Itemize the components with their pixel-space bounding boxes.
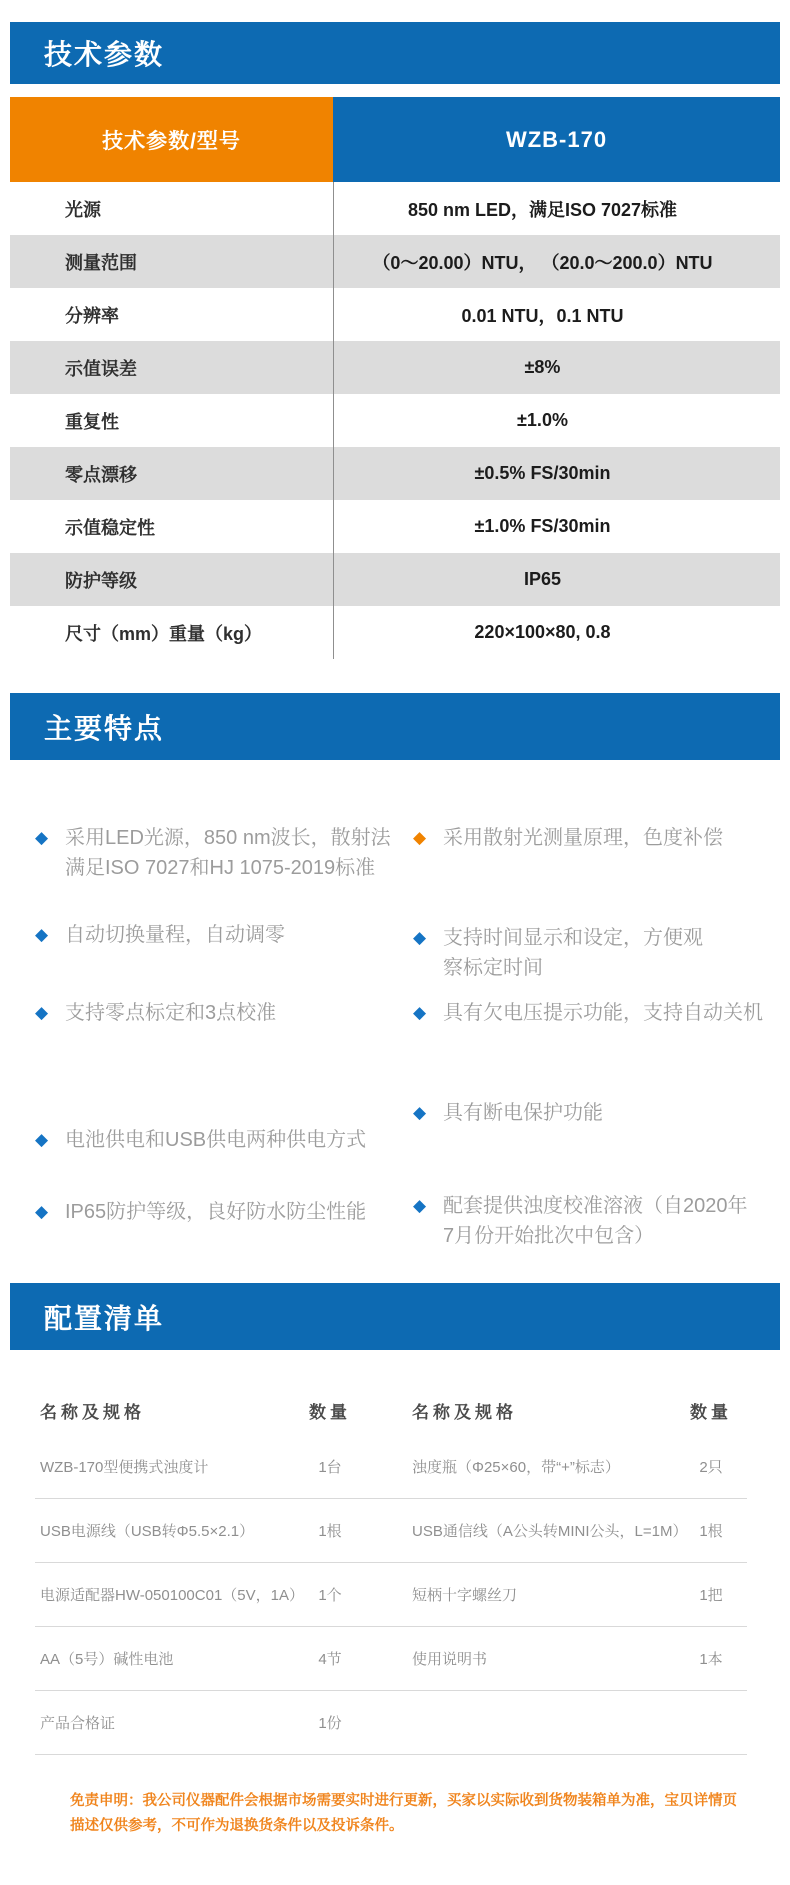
packing-item-name: WZB-170型便携式浊度计 bbox=[40, 1459, 209, 1476]
feature-item bbox=[35, 920, 285, 950]
spec-label: 尺寸（mm）重量（kg） bbox=[65, 623, 263, 644]
section-title: 主要特点 bbox=[44, 712, 165, 744]
packing-item-name: 电源适配器HW-050100C01（5V，1A） bbox=[40, 1587, 304, 1604]
spec-label: 重复性 bbox=[65, 411, 119, 432]
packing-item-name: AA（5号）碱性电池 bbox=[40, 1651, 174, 1668]
spec-header-model-cell: WZB-170 bbox=[333, 97, 780, 182]
feature-text: 采用LED光源，850 nm波长，散射法满足ISO 7027和HJ 1075-2019标准 bbox=[65, 827, 391, 879]
spec-label: 光源 bbox=[65, 199, 101, 220]
section-header-features bbox=[10, 693, 780, 760]
table-row bbox=[10, 288, 780, 341]
spec-value: 850 nm LED，满足ISO 7027标准 bbox=[407, 199, 678, 220]
table-row bbox=[10, 500, 780, 553]
diamond-icon: ◆ bbox=[413, 1196, 427, 1215]
packing-item-qty: 1根 bbox=[318, 1523, 342, 1540]
spec-value: ±8% bbox=[524, 357, 561, 377]
spec-table-header bbox=[10, 97, 780, 182]
feature-item bbox=[413, 998, 763, 1028]
diamond-icon: ◆ bbox=[35, 1003, 49, 1022]
table-row bbox=[35, 1499, 747, 1563]
spec-label: 分辨率 bbox=[65, 305, 119, 326]
table-row bbox=[35, 1691, 747, 1755]
feature-text: 具有断电保护功能 bbox=[443, 1102, 603, 1124]
feature-text: 电池供电和USB供电两种供电方式 bbox=[65, 1129, 367, 1151]
feature-text: 具有欠电压提示功能，支持自动关机 bbox=[443, 1002, 763, 1024]
diamond-icon: ◆ bbox=[35, 1130, 49, 1149]
feature-text: 支持零点标定和3点校准 bbox=[65, 1002, 277, 1024]
feature-text: 支持时间显示和设定，方便观察标定时间 bbox=[443, 927, 703, 979]
packing-item-qty: 1本 bbox=[699, 1651, 723, 1668]
packing-header-qty: 数量 bbox=[690, 1402, 732, 1422]
packing-item-qty: 4节 bbox=[318, 1651, 342, 1668]
table-row bbox=[10, 553, 780, 606]
feature-text: 配套提供浊度校准溶液（自2020年7月份开始批次中包含） bbox=[443, 1195, 748, 1247]
column-divider bbox=[333, 182, 334, 659]
spec-value: 0.01 NTU，0.1 NTU bbox=[461, 305, 624, 326]
feature-text: 采用散射光测量原理，色度补偿 bbox=[443, 827, 723, 849]
feature-item bbox=[413, 823, 723, 853]
packing-header-name: 名称及规格 bbox=[412, 1402, 517, 1422]
table-row bbox=[35, 1435, 747, 1499]
table-row bbox=[35, 1563, 747, 1627]
section-header-packing-list bbox=[10, 1283, 780, 1350]
spec-label: 测量范围 bbox=[65, 252, 137, 273]
packing-item-qty: 2只 bbox=[699, 1459, 723, 1476]
packing-header-qty: 数量 bbox=[309, 1402, 351, 1422]
packing-item-name: 短柄十字螺丝刀 bbox=[412, 1587, 518, 1604]
diamond-icon: ◆ bbox=[35, 828, 49, 847]
section-header-tech-params bbox=[10, 22, 780, 84]
feature-item bbox=[35, 1125, 366, 1155]
diamond-icon: ◆ bbox=[413, 1103, 427, 1122]
feature-item bbox=[413, 1191, 751, 1251]
feature-item bbox=[35, 823, 400, 883]
table-row bbox=[10, 447, 780, 500]
diamond-icon: ◆ bbox=[35, 1202, 49, 1221]
spec-value: ±0.5% FS/30min bbox=[474, 463, 611, 483]
feature-item bbox=[35, 1197, 366, 1227]
table-row bbox=[10, 235, 780, 288]
feature-item bbox=[413, 923, 708, 983]
feature-item bbox=[413, 1098, 603, 1128]
packing-table-header bbox=[35, 1385, 747, 1435]
packing-table bbox=[35, 1385, 747, 1755]
diamond-icon: ◆ bbox=[413, 828, 427, 847]
spec-label: 示值误差 bbox=[65, 358, 137, 379]
disclaimer-text: 免责申明：我公司仪器配件会根据市场需要实时进行更新，买家以实际收到货物装箱单为准，宝贝详情页描述仅供参考，不可作为退换货条件以及投诉条件。 bbox=[70, 1793, 737, 1834]
packing-item-name: 浊度瓶（Φ25×60，带“+”标志） bbox=[412, 1459, 620, 1476]
spec-header-param-cell: 技术参数/型号 bbox=[10, 97, 333, 182]
packing-item-name: USB电源线（USB转Φ5.5×2.1） bbox=[40, 1523, 255, 1540]
packing-item-qty: 1把 bbox=[699, 1587, 723, 1604]
spec-table-body bbox=[10, 182, 780, 659]
spec-label: 零点漂移 bbox=[65, 464, 137, 485]
packing-header-name: 名称及规格 bbox=[40, 1402, 145, 1422]
table-row bbox=[10, 341, 780, 394]
packing-item-name: USB通信线（A公头转MINI公头，L=1M） bbox=[412, 1523, 688, 1540]
diamond-icon: ◆ bbox=[413, 1003, 427, 1022]
table-row bbox=[10, 606, 780, 659]
feature-item bbox=[35, 998, 276, 1028]
spec-value: 220×100×80, 0.8 bbox=[474, 622, 611, 642]
packing-item-qty: 1台 bbox=[318, 1459, 342, 1476]
section-title: 技术参数 bbox=[44, 39, 165, 70]
spec-value: ±1.0% bbox=[517, 410, 568, 430]
feature-text: IP65防护等级，良好防水防尘性能 bbox=[65, 1201, 367, 1223]
packing-item-qty: 1个 bbox=[318, 1587, 342, 1604]
diamond-icon: ◆ bbox=[413, 928, 427, 947]
spec-label: 示值稳定性 bbox=[65, 517, 155, 538]
spec-table bbox=[10, 97, 780, 659]
table-row bbox=[35, 1627, 747, 1691]
spec-label: 防护等级 bbox=[65, 570, 137, 591]
spec-value: （0～20.00）NTU， （20.0～200.0）NTU bbox=[372, 252, 713, 273]
table-row bbox=[10, 394, 780, 447]
spec-value: ±1.0% FS/30min bbox=[474, 516, 611, 536]
packing-item-name: 使用说明书 bbox=[412, 1651, 488, 1668]
diamond-icon: ◆ bbox=[35, 925, 49, 944]
packing-item-qty: 1份 bbox=[318, 1715, 342, 1732]
packing-item-name: 产品合格证 bbox=[40, 1715, 116, 1732]
table-row bbox=[10, 182, 780, 235]
spec-value: IP65 bbox=[523, 569, 562, 589]
packing-item-qty: 1根 bbox=[699, 1523, 723, 1540]
feature-text: 自动切换量程，自动调零 bbox=[65, 924, 285, 946]
section-title: 配置清单 bbox=[44, 1302, 165, 1334]
